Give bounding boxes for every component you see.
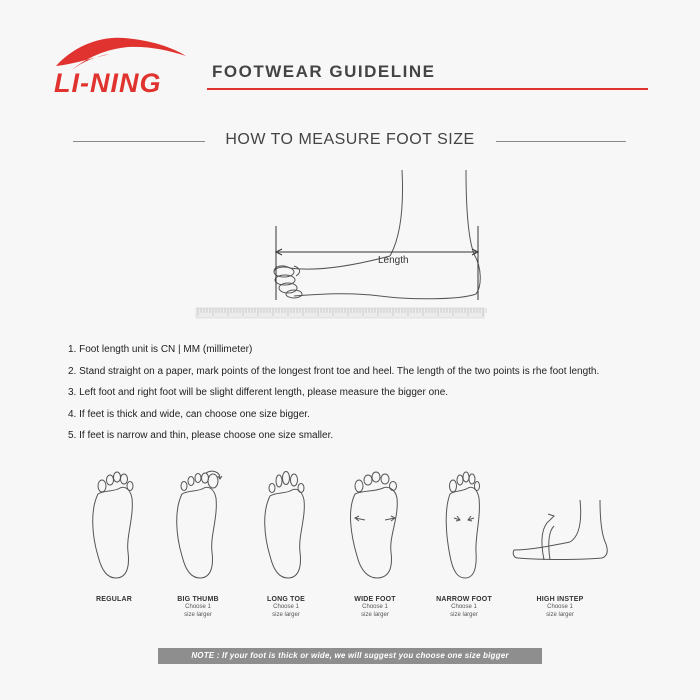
instruction-item: 4. If feet is thick and wide, can choose one size bigger. bbox=[68, 408, 310, 420]
page-title: FOOTWEAR GUIDELINE bbox=[212, 62, 436, 81]
foot-type-note: Choose 1 bbox=[362, 604, 388, 610]
foot-type-long-toe bbox=[238, 470, 334, 619]
foot-type-note: size larger bbox=[361, 612, 389, 618]
foot-type-label: WIDE FOOT bbox=[354, 596, 396, 603]
foot-type-note: size larger bbox=[450, 612, 478, 618]
foot-type-note: Choose 1 bbox=[547, 604, 573, 610]
narrow-foot-icon bbox=[434, 470, 494, 582]
header-divider bbox=[207, 88, 648, 90]
instruction-item: 3. Left foot and right foot will be slight different length, please measure the bigger one. bbox=[68, 387, 449, 398]
foot-type-label: BIG THUMB bbox=[177, 596, 219, 603]
foot-type-regular bbox=[66, 470, 162, 603]
section-divider-right bbox=[496, 141, 626, 142]
foot-type-wide-foot bbox=[327, 470, 423, 619]
note-banner: NOTE : If your foot is thick or wide, we will suggest you choose one size bigger bbox=[158, 648, 542, 664]
foot-type-high-instep bbox=[512, 470, 608, 619]
foot-measurement-diagram bbox=[190, 168, 490, 328]
wide-foot-icon bbox=[345, 470, 405, 582]
section-title: HOW TO MEASURE FOOT SIZE bbox=[225, 131, 475, 148]
foot-type-big-thumb bbox=[150, 470, 246, 619]
foot-type-note: Choose 1 bbox=[185, 604, 211, 610]
instruction-item: 2. Stand straight on a paper, mark points of the longest front toe and heel. The length of the two points is rhe foot length. bbox=[68, 365, 600, 377]
foot-type-note: Choose 1 bbox=[451, 604, 477, 610]
foot-type-note: size larger bbox=[184, 612, 212, 618]
instruction-item: 5. If feet is narrow and thin, please choose one size smaller. bbox=[68, 430, 334, 441]
foot-type-note: size larger bbox=[546, 612, 574, 618]
foot-type-label: NARROW FOOT bbox=[436, 596, 492, 603]
length-label: Length bbox=[378, 255, 409, 266]
foot-type-label: LONG TOE bbox=[266, 596, 306, 603]
high-instep-foot-icon bbox=[510, 470, 610, 582]
foot-type-note: Choose 1 bbox=[273, 604, 299, 610]
foot-type-label: REGULAR bbox=[95, 596, 132, 603]
instruction-item: 1. Foot length unit is CN | MM (millimeter) bbox=[68, 344, 253, 355]
regular-foot-icon bbox=[84, 470, 144, 582]
big-thumb-foot-icon bbox=[168, 470, 228, 582]
brand-wordmark: LI-NING bbox=[54, 68, 162, 98]
long-toe-foot-icon bbox=[256, 470, 316, 582]
instructions-list bbox=[68, 343, 668, 451]
foot-type-label: HIGH INSTEP bbox=[536, 596, 584, 603]
foot-type-narrow-foot bbox=[416, 470, 512, 619]
foot-type-note: size larger bbox=[272, 612, 300, 618]
